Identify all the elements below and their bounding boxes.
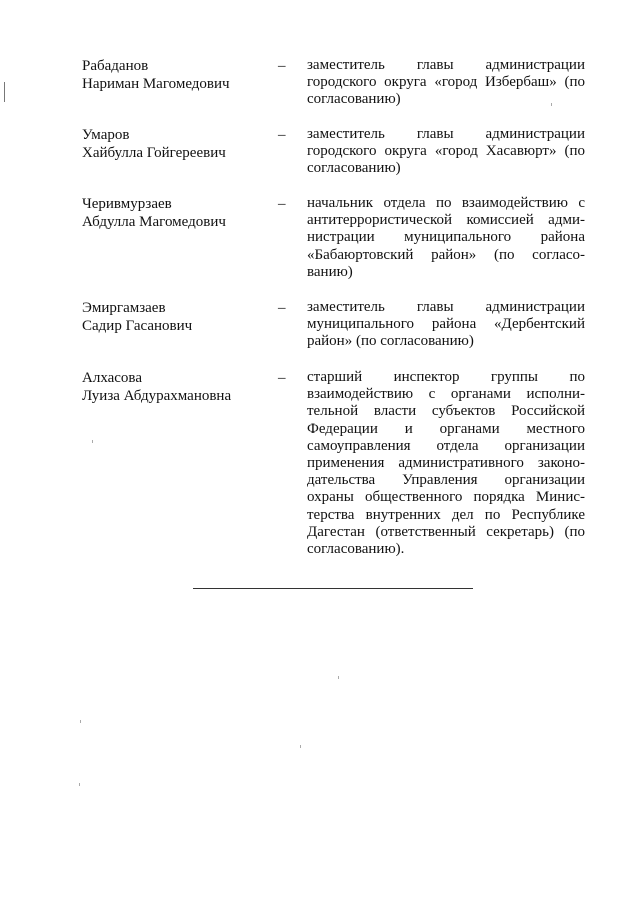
member-given-names: Садир Гасанович — [82, 318, 193, 334]
position-line: муниципального района «Дербентский — [307, 316, 585, 333]
position-line: согласованию). — [307, 541, 405, 558]
member-given-names: Луиза Абдурахмановна — [82, 388, 232, 404]
position-line: заместитель главы администрации — [307, 57, 585, 73]
member-position — [307, 57, 585, 109]
position-line: старший инспектор группы по — [307, 369, 585, 385]
position-line: тельной власти субъектов Российской — [307, 403, 585, 420]
member-surname: Умаров — [82, 127, 130, 143]
scan-speck — [92, 440, 93, 443]
position-line: согласованию) — [307, 160, 401, 177]
position-line: самоуправления отдела организации — [307, 437, 585, 454]
scan-speck — [338, 676, 339, 679]
scan-speck — [300, 745, 301, 748]
scan-speck — [79, 783, 80, 786]
position-line: терства внутренних дел по Республике — [307, 506, 585, 523]
member-given-names: Хайбулла Гойгереевич — [82, 145, 226, 161]
member-given-names: Нариман Магомедович — [82, 76, 230, 92]
scan-edge-mark — [4, 82, 5, 102]
member-name — [82, 299, 272, 335]
member-given-names: Абдулла Магомедович — [82, 214, 226, 230]
position-line: заместитель главы администрации — [307, 299, 585, 315]
member-position — [307, 369, 585, 558]
position-line: начальник отдела по взаимодействию с — [307, 195, 585, 211]
position-line: охраны общественного порядка Минис- — [307, 489, 585, 506]
position-line: согласованию) — [307, 91, 401, 108]
position-line: дательства Управления организации — [307, 472, 585, 489]
position-line: ванию) — [307, 263, 353, 280]
member-surname: Черивмурзаев — [82, 196, 172, 212]
position-line: Федерации и органами местного — [307, 420, 585, 437]
position-line: городского округа «город Хасавюрт» (по — [307, 143, 585, 160]
member-name — [82, 195, 272, 231]
separator-dash: – — [278, 370, 286, 386]
position-line: антитеррористической комиссией адми- — [307, 212, 585, 229]
member-surname: Рабаданов — [82, 58, 149, 74]
separator-dash: – — [278, 127, 286, 143]
scan-speck — [80, 720, 81, 723]
separator-dash: – — [278, 58, 286, 74]
member-surname: Алхасова — [82, 370, 142, 386]
position-line: район» (по согласованию) — [307, 333, 474, 350]
member-position — [307, 126, 585, 178]
scan-speck — [551, 103, 552, 106]
member-name — [82, 369, 272, 405]
closing-rule — [193, 588, 473, 589]
member-position — [307, 299, 585, 351]
position-line: заместитель главы администрации — [307, 126, 585, 142]
member-name — [82, 57, 272, 93]
separator-dash: – — [278, 300, 286, 316]
member-name — [82, 126, 272, 162]
member-position — [307, 195, 585, 281]
position-line: «Бабаюртовский район» (по согласо- — [307, 246, 585, 263]
member-surname: Эмиргамзаев — [82, 300, 166, 316]
position-line: Дагестан (ответственный секретарь) (по — [307, 523, 585, 540]
position-line: применения административного законо- — [307, 455, 585, 472]
position-line: взаимодействию с органами исполни- — [307, 386, 585, 403]
position-line: городского округа «город Избербаш» (по — [307, 74, 585, 91]
position-line: нистрации муниципального района — [307, 229, 585, 246]
separator-dash: – — [278, 196, 286, 212]
